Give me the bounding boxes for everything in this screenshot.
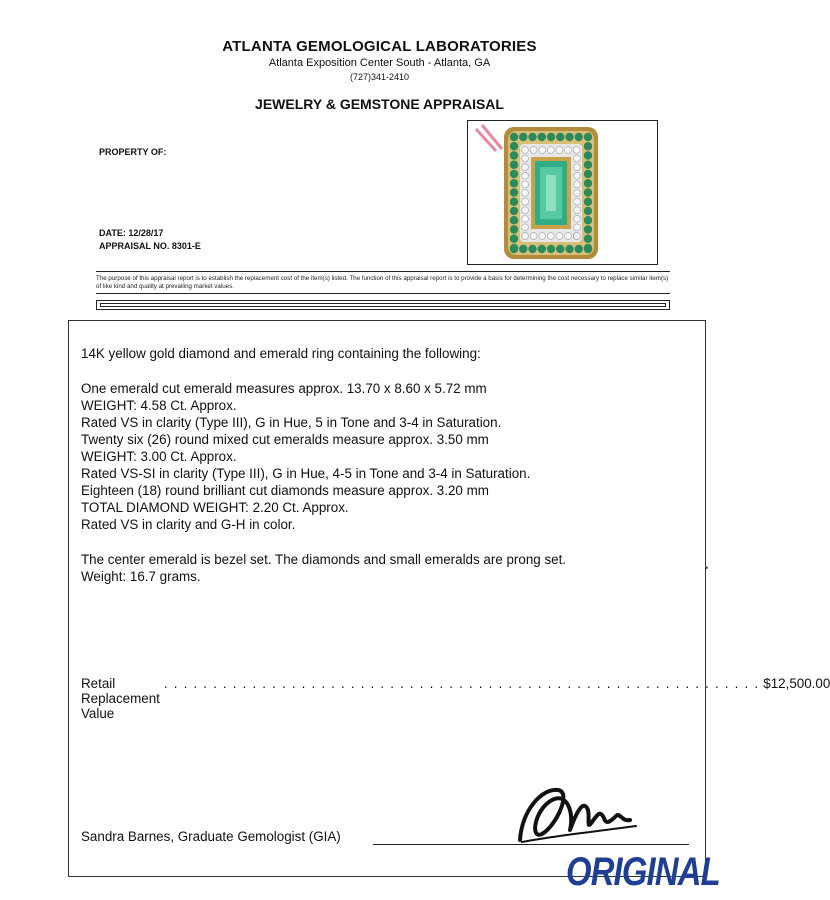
gem-stone — [522, 147, 529, 154]
gem-stone — [584, 179, 592, 187]
gem-stone — [510, 198, 518, 206]
gem-stone — [510, 133, 518, 141]
gem-stone — [574, 233, 581, 240]
gem-stone — [547, 133, 555, 141]
description-line: TOTAL DIAMOND WEIGHT: 2.20 Ct. Approx. — [81, 500, 349, 515]
gem-stone — [522, 215, 529, 222]
gem-stone — [584, 170, 592, 178]
gem-stone — [575, 133, 583, 141]
gem-stone — [510, 142, 518, 150]
gem-stone — [565, 233, 572, 240]
gem-stone — [575, 245, 583, 253]
scan-speck: • — [705, 563, 709, 573]
gem-stone — [510, 225, 518, 233]
gem-stone — [510, 151, 518, 159]
gem-stone — [574, 181, 581, 188]
original-stamp: ORIGINAL — [566, 850, 720, 894]
gem-stone — [530, 147, 537, 154]
purpose-rule-top — [96, 271, 670, 272]
gem-stone — [539, 233, 546, 240]
gem-stone — [573, 147, 580, 154]
gem-stone — [522, 190, 529, 197]
gem-stone — [574, 198, 581, 205]
gem-stone — [547, 147, 554, 154]
gem-stone — [556, 245, 564, 253]
gem-stone — [519, 133, 527, 141]
description-line: WEIGHT: 4.58 Ct. Approx. — [81, 398, 237, 413]
gem-stone — [510, 216, 518, 224]
gem-stone — [584, 216, 592, 224]
gem-stone — [530, 233, 537, 240]
leader-dots: . . . . . . . . . . . . . . . . . . . . . . . . . . . . . . . . . . . . . . . . . . . . . . . . . . . . . . . . . . . . . — [163, 676, 760, 691]
gem-stone — [547, 233, 554, 240]
gem-stone — [528, 133, 536, 141]
gem-stone — [510, 161, 518, 169]
gem-stone — [565, 245, 573, 253]
gem-stone — [510, 235, 518, 243]
gem-stone — [510, 170, 518, 178]
description-line: One emerald cut emerald measures approx. 13.70 x 8.60 x 5.72 mm — [81, 381, 487, 396]
gem-stone — [522, 164, 529, 171]
gem-stone — [574, 164, 581, 171]
lab-address: Atlanta Exposition Center South - Atlanta, GA — [268, 57, 491, 69]
ring-photo — [467, 120, 658, 265]
gem-stone — [522, 155, 529, 162]
gem-stone — [510, 179, 518, 187]
gem-stone — [556, 147, 563, 154]
description-line: WEIGHT: 3.00 Ct. Approx. — [81, 449, 237, 464]
gem-stone — [565, 147, 572, 154]
gem-stone — [584, 161, 592, 169]
gem-stone — [538, 245, 546, 253]
gem-stone — [538, 133, 546, 141]
gem-stone — [574, 215, 581, 222]
description-line: Rated VS in clarity (Type III), G in Hue, 5 in Tone and 3-4 in Saturation. — [81, 415, 502, 430]
lab-phone: (727)341-2410 — [349, 72, 410, 82]
gem-stone — [584, 142, 592, 150]
description-intro: 14K yellow gold diamond and emerald ring containing the following: — [81, 346, 481, 361]
purpose-statement: The purpose of this appraisal report is to establish the replacement cost of the item(s) listed. The function of this appraisal report is to provide a basis for determining the cost necessary to replace similar item(s) of like kind and quality at prevailing market values. — [96, 275, 669, 290]
gem-stone — [539, 147, 546, 154]
gem-stone — [522, 198, 529, 205]
description-line: Rated VS in clarity and G-H in color. — [81, 517, 296, 532]
gem-stone — [556, 133, 564, 141]
gem-stone — [584, 207, 592, 215]
gem-stone — [584, 198, 592, 206]
replacement-value-row — [81, 676, 830, 721]
signature-line — [373, 844, 689, 845]
gem-stone — [510, 207, 518, 215]
lab-name: ATLANTA GEMOLOGICAL LABORATORIES — [222, 38, 537, 55]
gem-stone — [565, 133, 573, 141]
gem-stone — [510, 188, 518, 196]
description-line: Rated VS-SI in clarity (Type III), G in Hue, 4-5 in Tone and 3-4 in Saturation. — [81, 466, 531, 481]
gem-stone — [584, 244, 592, 252]
ring-image — [468, 121, 657, 264]
replacement-value-label: Retail Replacement Value — [81, 676, 160, 721]
gem-stone — [522, 172, 529, 179]
gem-stone — [574, 224, 581, 231]
signer-name: Sandra Barnes, Graduate Gemologist (GIA) — [81, 829, 341, 844]
weight-note: Weight: 16.7 grams. — [81, 569, 201, 584]
gem-stone — [584, 235, 592, 243]
gem-stone — [522, 207, 529, 214]
gem-stone — [519, 245, 527, 253]
description-line: Eighteen (18) round brilliant cut diamonds measure approx. 3.20 mm — [81, 483, 489, 498]
decorative-bar — [96, 300, 670, 310]
gem-stone — [528, 245, 536, 253]
gem-stone — [574, 190, 581, 197]
appraisal-date: DATE: 12/28/17 — [99, 228, 164, 238]
description-line: Twenty six (26) round mixed cut emeralds measure approx. 3.50 mm — [81, 432, 489, 447]
setting-note: The center emerald is bezel set. The diamonds and small emeralds are prong set. — [81, 552, 567, 567]
gem-stone — [510, 244, 518, 252]
gem-stone — [584, 225, 592, 233]
gem-stone — [556, 233, 563, 240]
gem-stone — [547, 245, 555, 253]
purpose-rule-bottom — [96, 293, 670, 294]
gem-stone — [574, 207, 581, 214]
gem-stone — [522, 181, 529, 188]
gem-stone — [584, 151, 592, 159]
document-title: JEWELRY & GEMSTONE APPRAISAL — [255, 96, 504, 112]
gem-stone — [584, 188, 592, 196]
gem-stone — [584, 133, 592, 141]
gem-stone — [574, 155, 581, 162]
handwritten-signature — [512, 770, 642, 855]
replacement-value-amount: $12,500.00 — [763, 676, 830, 691]
gem-stone — [522, 224, 529, 231]
appraisal-number: APPRAISAL NO. 8301-E — [99, 241, 201, 251]
property-of-label: PROPERTY OF: — [99, 147, 167, 157]
gem-stone — [522, 233, 529, 240]
gem-stone — [574, 172, 581, 179]
